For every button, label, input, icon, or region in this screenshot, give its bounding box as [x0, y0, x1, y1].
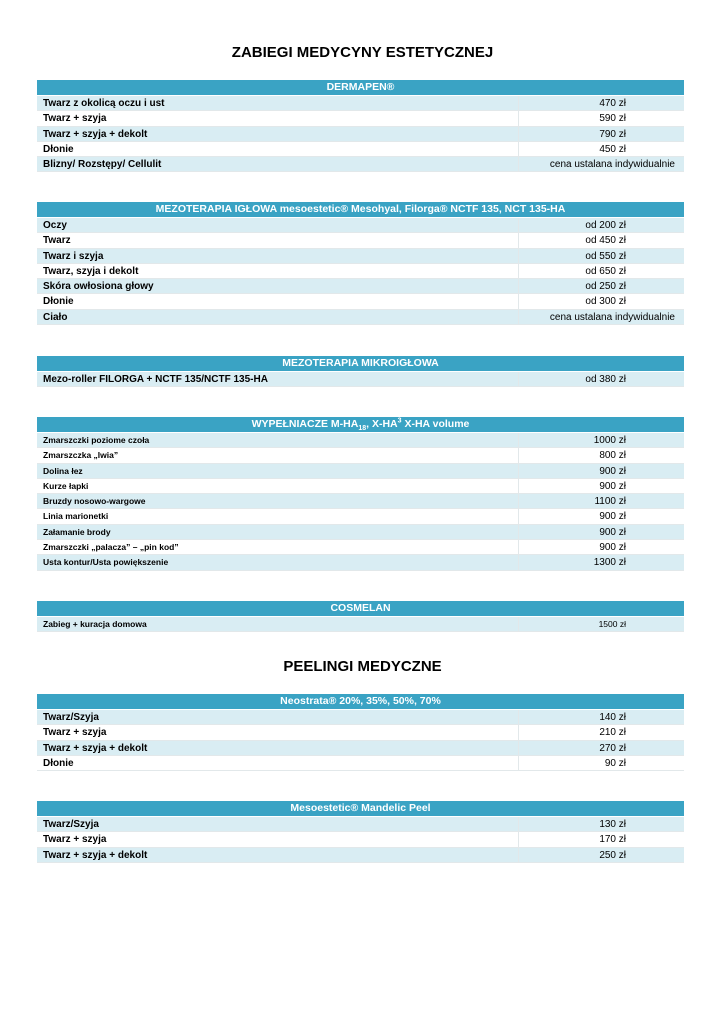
table-row	[37, 142, 684, 157]
treatment-price: 470 zł	[599, 98, 626, 109]
treatment-name: Twarz i szyja	[37, 249, 519, 263]
header-text: X-HA volume	[401, 418, 470, 430]
table-row	[37, 710, 684, 725]
table-row	[37, 127, 684, 142]
section-header: Mesoestetic® Mandelic Peel	[37, 801, 684, 817]
treatment-name: Dłonie	[37, 294, 519, 308]
treatment-name: Blizny/ Rozstępy/ Cellulit	[37, 157, 519, 171]
treatment-name: Linia marionetki	[37, 509, 519, 523]
treatment-price: 1500 zł	[598, 619, 626, 629]
page-title: ZABIEGI MEDYCYNY ESTETYCZNEJ	[231, 44, 494, 61]
treatment-price: 900 zł	[599, 465, 626, 477]
table-row	[37, 464, 684, 479]
section-mezoterapia-mikroiglowa	[37, 356, 684, 387]
treatment-price: 900 zł	[599, 511, 626, 523]
header-subscript: 18	[358, 425, 367, 433]
header-text: , X-HA	[366, 418, 398, 430]
treatment-name: Twarz + szyja + dekolt	[37, 741, 519, 755]
table-row	[37, 448, 684, 463]
table-row	[37, 264, 684, 279]
table-row	[37, 111, 684, 126]
treatment-name: Dłonie	[37, 756, 519, 770]
treatment-price: od 200 zł	[585, 220, 626, 231]
table-row	[37, 509, 684, 524]
section-mandelic-peel	[37, 801, 684, 863]
section-header: MEZOTERAPIA IGŁOWA mesoestetic® Mesohyal, Filorga® NCTF 135, NCT 135-HA	[37, 202, 684, 218]
treatment-price: 790 zł	[599, 128, 626, 140]
treatment-price: od 650 zł	[585, 265, 626, 277]
table-row	[37, 741, 684, 756]
treatment-price: 800 zł	[599, 450, 626, 462]
table-row	[37, 233, 684, 248]
table-row	[37, 725, 684, 740]
treatment-price: od 250 zł	[585, 281, 626, 293]
treatment-name: Twarz + szyja	[37, 111, 519, 125]
table-row	[37, 494, 684, 509]
section-header: COSMELAN	[37, 601, 684, 617]
treatment-price: 250 zł	[599, 849, 626, 861]
section-wypelniacze	[37, 417, 684, 571]
section-header	[37, 417, 684, 433]
treatment-name: Zmarszczka „lwia”	[37, 448, 519, 462]
table-row	[37, 294, 684, 309]
treatment-name: Twarz, szyja i dekolt	[37, 264, 519, 278]
section-header: MEZOTERAPIA MIKROIGŁOWA	[37, 356, 684, 372]
treatment-price: cena ustalana indywidualnie	[549, 159, 675, 171]
treatment-price: 140 zł	[599, 712, 626, 723]
treatment-price: od 380 zł	[585, 374, 626, 385]
header-superscript: 3	[397, 417, 402, 425]
treatment-name: Twarz/Szyja	[37, 710, 519, 724]
treatment-price: 1000 zł	[593, 435, 626, 446]
treatment-price: 900 zł	[599, 542, 626, 554]
treatment-name: Twarz + szyja	[37, 725, 519, 739]
treatment-name: Oczy	[37, 218, 519, 232]
treatment-price: 90 zł	[604, 757, 626, 769]
treatment-price: 270 zł	[599, 742, 626, 754]
treatment-name: Twarz + szyja + dekolt	[37, 127, 519, 141]
treatment-name: Zabieg + kuracja domowa	[37, 617, 519, 631]
section-title-peelings: PEELINGI MEDYCZNE	[283, 658, 442, 675]
treatment-price: 170 zł	[599, 834, 626, 846]
treatment-price: 590 zł	[599, 113, 626, 125]
treatment-name: Ciało	[37, 310, 519, 324]
table-row	[37, 279, 684, 294]
table-row	[37, 479, 684, 494]
section-mezoterapia-iglowa	[37, 202, 684, 325]
table-row	[37, 525, 684, 540]
treatment-name: Zmarszczki poziome czoła	[37, 433, 519, 447]
table-row	[37, 756, 684, 771]
treatment-price: cena ustalana indywidualnie	[549, 311, 675, 323]
table-row	[37, 832, 684, 847]
treatment-name: Bruzdy nosowo-wargowe	[37, 494, 519, 508]
table-row	[37, 372, 684, 387]
treatment-name: Usta kontur/Usta powiększenie	[37, 555, 519, 569]
treatment-name: Twarz z okolicą oczu i ust	[37, 96, 519, 110]
treatment-name: Twarz	[37, 233, 519, 247]
table-row	[37, 157, 684, 172]
section-header: Neostrata® 20%, 35%, 50%, 70%	[37, 694, 684, 710]
treatment-price: od 450 zł	[585, 235, 626, 247]
section-header: DERMAPEN®	[37, 80, 684, 96]
treatment-price: 900 zł	[599, 480, 626, 492]
table-row	[37, 617, 684, 632]
table-row	[37, 96, 684, 111]
treatment-name: Skóra owłosiona głowy	[37, 279, 519, 293]
treatment-price: od 300 zł	[585, 296, 626, 308]
header-text: WYPEŁNIACZE M-HA	[251, 418, 359, 430]
treatment-price: 130 zł	[599, 819, 626, 830]
treatment-name: Twarz/Szyja	[37, 817, 519, 831]
treatment-name: Dolina łez	[37, 464, 519, 478]
table-row	[37, 249, 684, 264]
section-neostrata	[37, 694, 684, 771]
table-row	[37, 218, 684, 233]
treatment-name: Dłonie	[37, 142, 519, 156]
treatment-name: Zmarszczki „palacza” – „pin kod”	[37, 540, 519, 554]
treatment-price: 1100 zł	[594, 496, 626, 508]
treatment-name: Załamanie brody	[37, 525, 519, 539]
treatment-name: Kurze łapki	[37, 479, 519, 493]
table-row	[37, 555, 684, 570]
treatment-name: Twarz + szyja	[37, 832, 519, 846]
treatment-price: od 550 zł	[585, 250, 626, 262]
section-dermapen	[37, 80, 684, 172]
section-cosmelan	[37, 601, 684, 632]
treatment-price: 210 zł	[599, 727, 626, 739]
treatment-price: 450 zł	[599, 143, 626, 155]
table-row	[37, 433, 684, 448]
table-row	[37, 848, 684, 863]
treatment-price: 900 zł	[599, 526, 626, 538]
treatment-price: 1300 zł	[593, 557, 626, 569]
treatment-name: Twarz + szyja + dekolt	[37, 848, 519, 862]
table-row	[37, 540, 684, 555]
table-row	[37, 817, 684, 832]
table-row	[37, 310, 684, 325]
treatment-name: Mezo-roller FILORGA + NCTF 135/NCTF 135-HA	[37, 372, 519, 386]
